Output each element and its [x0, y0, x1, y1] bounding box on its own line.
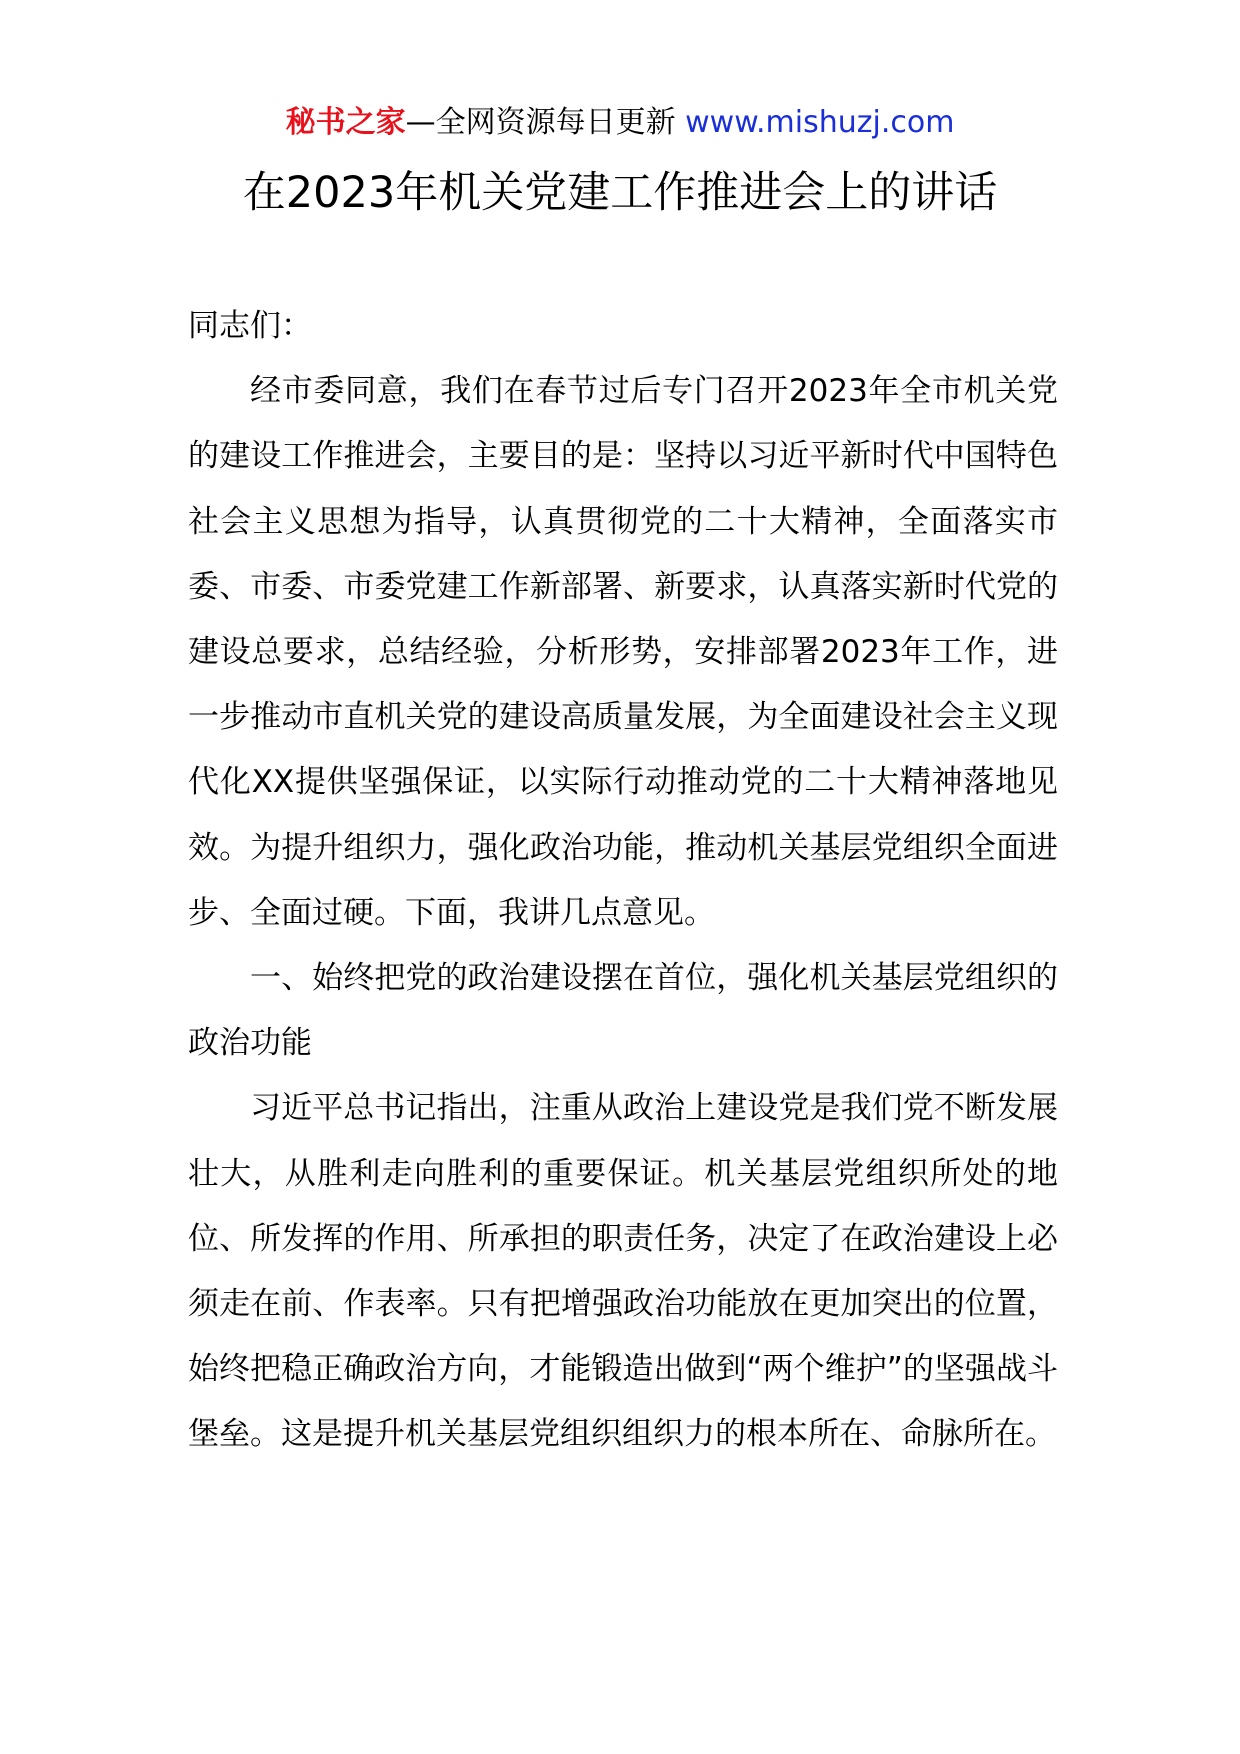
header-banner — [0, 100, 1240, 146]
website-link[interactable]: www.mishuzj.com — [685, 105, 955, 140]
salutation: 同志们： — [188, 308, 312, 344]
paragraph-section-1: 习近平总书记指出，注重从政治上建设党是我们党不断发展壮大，从胜利走向胜利的重要保证。机关基层党组织所处的地位、所发挥的作用、所承担的职责任务，决定了在政治建设上必须走在前、作表率。只有把增强政治功能放在更加突出的位置，始终把稳正确政治方向，才能锻造出做到“两个维护”的坚强战斗堡垒。这是提升机关基层党组织组织力的根本所在、命脉所在。 — [188, 1090, 1058, 1453]
brand-name: 秘书之家 — [285, 105, 406, 140]
section-heading-1: 一、始终把党的政治建设摆在首位，强化机关基层党组织的政治功能 — [188, 960, 1058, 1062]
document-body — [188, 294, 1058, 1468]
paragraph-intro: 经市委同意，我们在春节过后专门召开2023年全市机关党的建设工作推进会，主要目的是：坚持以习近平新时代中国特色社会主义思想为指导，认真贯彻党的二十大精神，全面落实市委、市委、市委党建工作新部署、新要求，认真落实新时代党的建设总要求，总结经验，分析形势，安排部署2023年工作，进一步推动市直机关党的建设高质量发展，为全面建设社会主义现代化XX提供坚强保证，以实际行动推动党的二十大精神落地见效。为提升组织力，强化政治功能，推动机关基层党组织全面进步、全面过硬。下面，我讲几点意见。 — [188, 373, 1058, 931]
document-title: 在2023年机关党建工作推进会上的讲话 — [242, 168, 998, 218]
banner-slogan: —全网资源每日更新 — [405, 105, 676, 140]
